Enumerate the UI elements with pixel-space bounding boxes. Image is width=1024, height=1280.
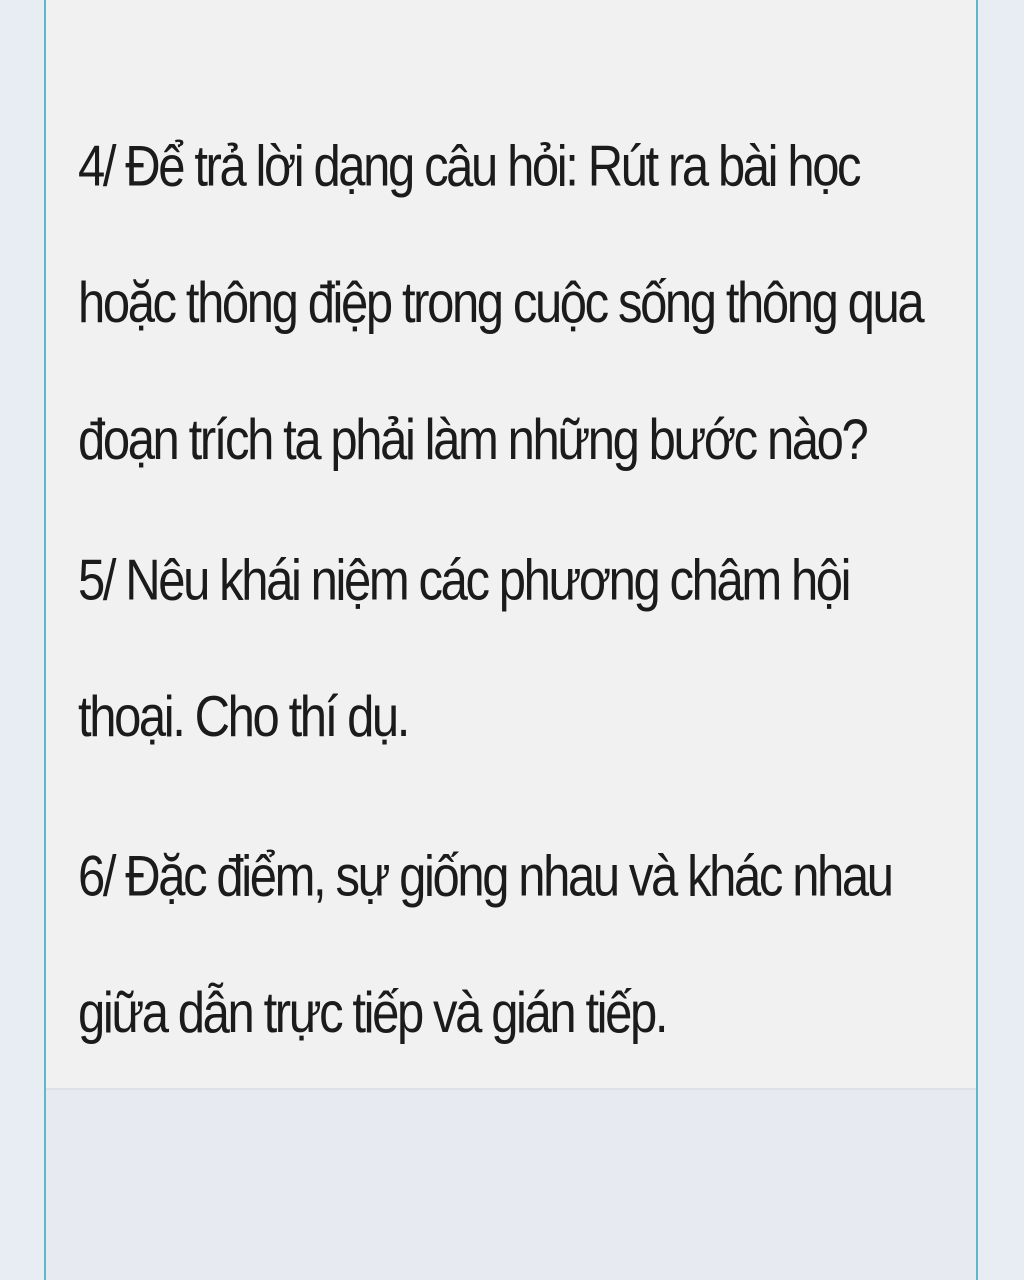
cropped-text-line [126, 0, 506, 4]
question-6-text: 6/ Đặc điểm, sự giống nhau và khác nhau giữa dẫn trực tiếp và gián tiếp. [78, 844, 892, 1046]
question-5-text: 5/ Nêu khái niệm các phương châm hội thoại. Cho thí dụ. [78, 548, 850, 750]
card-footer-area [46, 1090, 976, 1280]
post-card [44, 0, 978, 1280]
question-4-text: 4/ Để trả lời dạng câu hỏi: Rút ra bài học hoặc thông điệp trong cuộc sống thông qua đoạn trích ta phải làm những bước nào? [78, 134, 923, 473]
post-content [46, 0, 976, 1090]
